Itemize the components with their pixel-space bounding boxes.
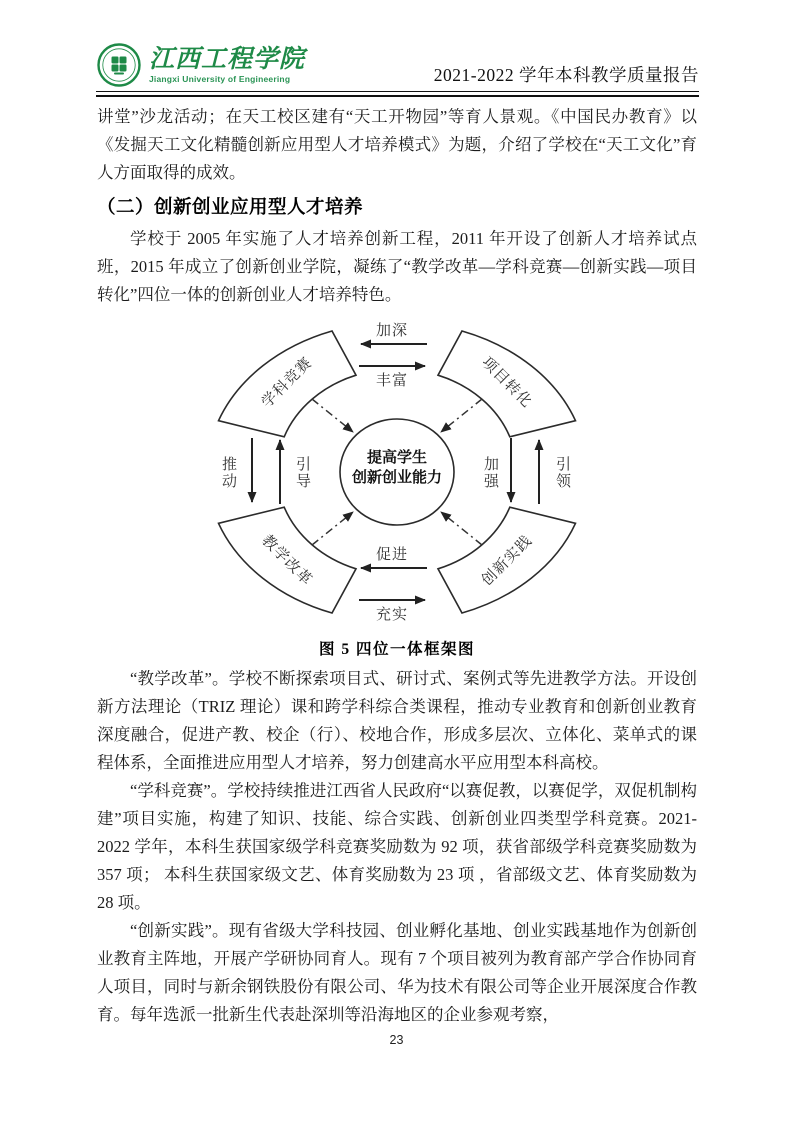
figure-diagram <box>179 314 615 630</box>
paragraph-competition: “学科竞赛”。学校持续推进江西省人民政府“以赛促教，以赛促学，双促机制构建”项目实施，构建了知识、技能、综合实践、创新创业四类型学科竞赛。2021-2022 学年，本科生获国家级学科竞赛奖励数为 92 项，获省部级学科竞赛奖励数为 357 项； 本科生获国家级文艺、体育奖励数为 23 项 ，省部级文艺、体育奖励数为 28 项。 <box>97 781 697 912</box>
report-title: 2021-2022 学年本科教学质量报告 <box>433 65 699 85</box>
arrow-label-promote: 促进 <box>375 546 408 563</box>
paragraph-innovation-practice: “创新实践”。现有省级大学科技园、创业孵化基地、创业实践基地作为创新创业教育主阵地，开展产学研协同育人。现有 7 个项目被列为教育部产学合作协同育人项目，同时与新余钢铁股份有限公司、华为技术有限公司等企业开展深度合作教育。每年选派一批新生代表赴深圳等沿海地区的企业参观考察， <box>97 921 697 1024</box>
university-name-en: Jiangxi University of Engineering <box>149 73 291 84</box>
arrow-label-deepen: 加深 <box>375 322 408 339</box>
university-seal-icon <box>96 42 142 88</box>
header-double-rule <box>96 91 699 97</box>
section-heading: （二）创新创业应用型人才培养 <box>97 196 364 217</box>
paragraph-intro: 讲堂”沙龙活动；在天工校区建有“天工开物园”等育人景观。《中国民办教育》以《发掘天工文化精髓创新应用型人才培养模式》为题，介绍了学校在“天工文化”育人方面取得的成效。 <box>97 107 697 182</box>
sector-label-teaching-reform: 教学改革 <box>258 531 316 590</box>
dash-arrow-bottom-right <box>441 512 482 545</box>
center-text-line2: 创新创业能力 <box>351 469 442 486</box>
arrow-label-lead: 引领 <box>554 456 571 490</box>
paragraph-overview: 学校于 2005 年实施了人才培养创新工程，2011 年开设了创新人才培养试点班，2015 年成立了创新创业学院，凝练了“教学改革—学科竞赛—创新实践—项目转化”四位一体的创新创业人才培养特色。 <box>97 229 697 304</box>
center-text-line1: 提高学生 <box>366 449 427 466</box>
sector-label-innovation-practice: 创新实践 <box>478 531 536 590</box>
paragraph-teaching-reform: “教学改革”。学校不断探索项目式、研讨式、案例式等先进教学方法。开设创新方法理论（TRIZ 理论）课和跨学科综合类课程，推动专业教育和创新创业教育深度融合，促进产教、校企（行）、校地合作，形成多层次、立体化、菜单式的课程体系，全面推进应用型人才培养，努力创建高水平应用型本科高校。 <box>97 669 697 772</box>
university-logo <box>96 42 305 88</box>
university-name-zh: 江西工程学院 <box>149 45 306 73</box>
arrow-label-strengthen: 加强 <box>482 456 499 490</box>
arrow-label-enrich: 丰富 <box>375 372 408 389</box>
arrow-label-guide: 引导 <box>294 456 311 490</box>
arrow-label-substantiate: 充实 <box>375 606 408 623</box>
sector-label-competition: 学科竞赛 <box>258 353 316 412</box>
dash-arrow-top-right <box>441 399 482 432</box>
dash-arrow-top-left <box>312 399 353 432</box>
arrow-label-drive: 推动 <box>220 456 237 490</box>
figure-four-in-one <box>179 314 615 659</box>
page-content <box>97 103 697 1029</box>
page-header <box>96 42 699 88</box>
university-wordmark <box>149 47 305 84</box>
sector-label-project-transform: 项目转化 <box>478 353 536 412</box>
figure-caption: 图 5 四位一体框架图 <box>318 641 475 658</box>
dash-arrow-bottom-left <box>312 512 353 545</box>
center-circle-text <box>335 448 459 488</box>
page-number: 23 <box>389 1033 404 1047</box>
